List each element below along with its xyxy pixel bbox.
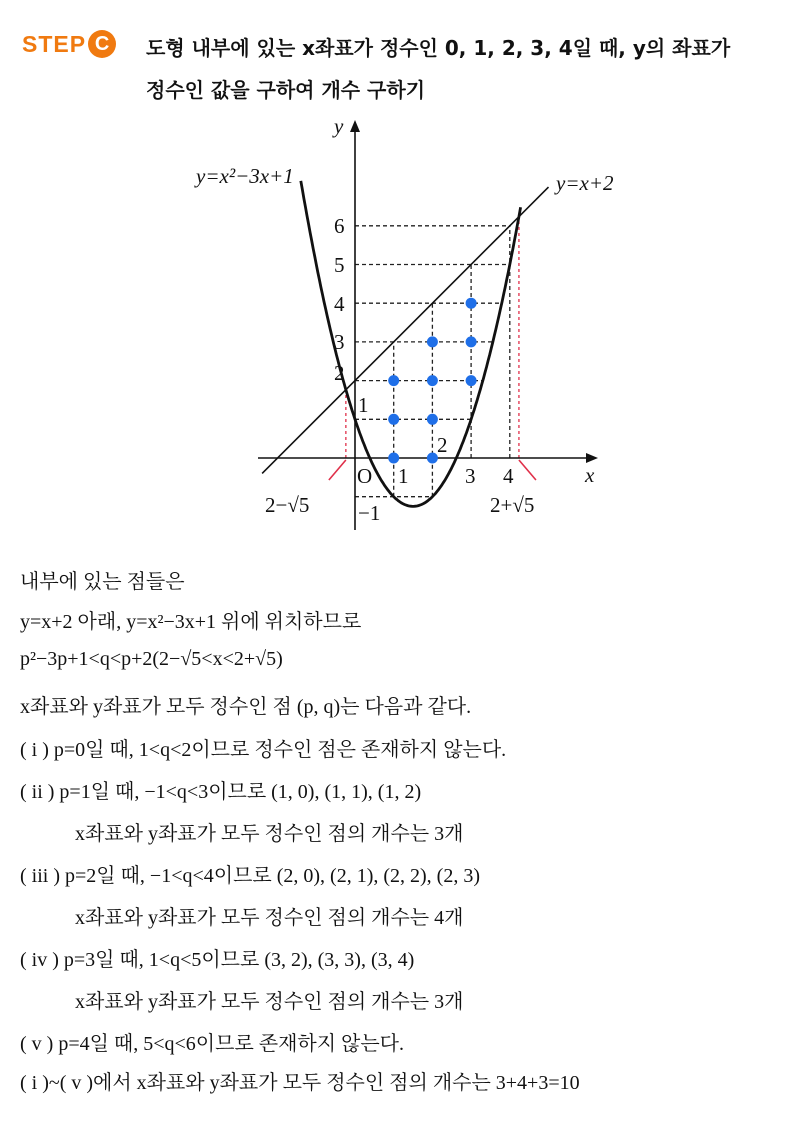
left-root-label: 2−√5: [265, 493, 310, 517]
lattice-point: [388, 414, 399, 425]
right-root-arrow: [519, 460, 536, 480]
y-tick-2: 2: [334, 361, 345, 385]
solution-line: x좌표와 y좌표가 모두 정수인 점의 개수는 3개: [75, 823, 464, 845]
solution-line: x좌표와 y좌표가 모두 정수인 점의 개수는 3개: [75, 991, 464, 1013]
x-tick-2: 2: [437, 433, 448, 457]
solution-line: ( ii ) p=1일 때, −1<q<3이므로 (1, 0), (1, 1), (1, 2): [20, 781, 422, 803]
lattice-point: [427, 336, 438, 347]
y-tick-1: 1: [358, 393, 369, 417]
solution-line: ( iii ) p=2일 때, −1<q<4이므로 (2, 0), (2, 1), (2, 2), (2, 3): [20, 865, 480, 887]
lattice-point: [466, 298, 477, 309]
x-tick-3: 3: [465, 464, 476, 488]
lattice-point: [427, 375, 438, 386]
lattice-point: [466, 375, 477, 386]
step-title-line-2: 정수인 값을 구하여 개수 구하기: [146, 78, 426, 102]
step-word: STEP: [22, 30, 87, 57]
origin-label: O: [357, 464, 373, 488]
solution-line: 내부에 있는 점들은: [20, 571, 185, 593]
y-axis-arrow-icon: [350, 120, 360, 132]
y-tick-5: 5: [334, 253, 345, 277]
line-label: y=x+2: [556, 171, 614, 195]
line-y-equals-x-plus-2: [262, 187, 548, 473]
solution-line: ( i ) p=0일 때, 1<q<2이므로 정수인 점은 존재하지 않는다.: [20, 739, 507, 761]
solution-line: ( v ) p=4일 때, 5<q<6이므로 존재하지 않는다.: [20, 1033, 404, 1055]
x-axis-arrow-icon: [586, 453, 598, 463]
y-tick-4: 4: [334, 292, 345, 316]
y-axis-label: y: [334, 114, 344, 138]
y-tick-6: 6: [334, 214, 345, 238]
lattice-point: [388, 453, 399, 464]
x-axis-label: x: [585, 463, 595, 487]
y-tick-minus-1: −1: [358, 501, 381, 525]
lattice-point: [466, 336, 477, 347]
right-root-label: 2+√5: [490, 493, 535, 517]
solution-line: x좌표와 y좌표가 모두 정수인 점 (p, q)는 다음과 같다.: [20, 696, 472, 718]
x-tick-1: 1: [398, 464, 409, 488]
solution-line: y=x+2 아래, y=x²−3x+1 위에 위치하므로: [20, 611, 362, 633]
lattice-point: [388, 375, 399, 386]
left-root-arrow: [329, 460, 346, 480]
step-letter-badge: C: [88, 30, 116, 58]
solution-line: ( iv ) p=3일 때, 1<q<5이므로 (3, 2), (3, 3), (3, 4): [20, 949, 415, 971]
y-tick-3: 3: [334, 330, 345, 354]
lattice-point: [427, 414, 438, 425]
solution-line: x좌표와 y좌표가 모두 정수인 점의 개수는 4개: [75, 907, 464, 929]
graph: [0, 0, 811, 560]
x-tick-4: 4: [503, 464, 514, 488]
solution-line: ( i )~( v )에서 x좌표와 y좌표가 모두 정수인 점의 개수는 3+4+3=10: [20, 1072, 580, 1094]
solution-line: p²−3p+1<q<p+2(2−√5<x<2+√5): [20, 648, 283, 670]
step-title-line-1: 도형 내부에 있는 x좌표가 정수인 0, 1, 2, 3, 4일 때, y의 좌표가: [146, 36, 731, 60]
parabola-label: y=x²−3x+1: [196, 164, 294, 188]
